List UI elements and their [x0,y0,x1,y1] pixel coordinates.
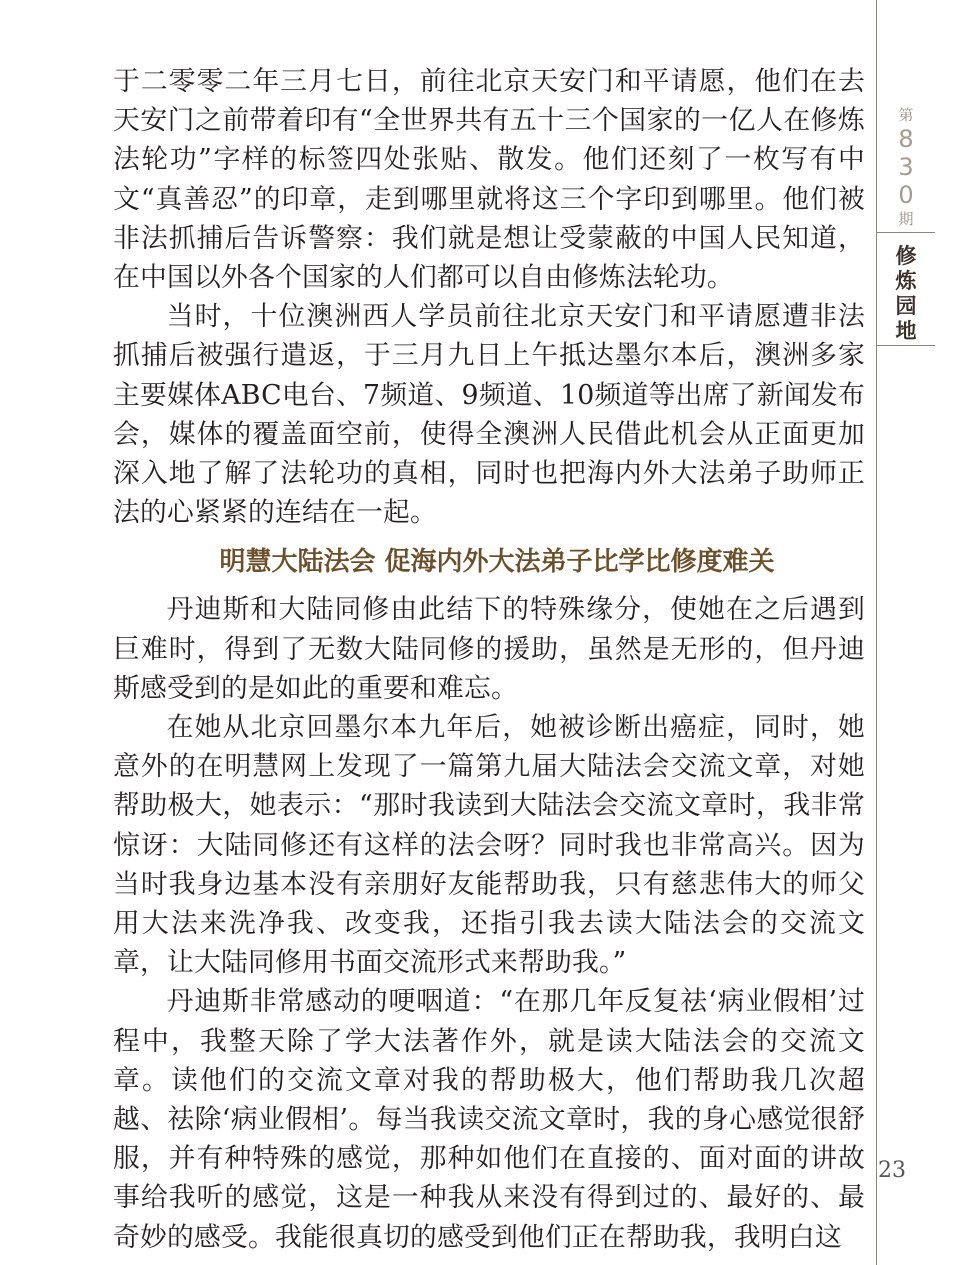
issue-prefix: 第 [898,106,914,124]
section-char: 修 [895,244,917,268]
section-char: 地 [895,319,917,343]
margin-rule-top [877,232,935,233]
issue-suffix: 期 [898,210,914,228]
paragraph-5: 丹迪斯非常感动的哽咽道：“在那几年反复祛‘病业假相’过程中，我整天除了学大法著作外，就是读大陆法会的交流文章。读他们的交流文章对我的帮助极大，他们帮助我几次超越、祛除‘病业假相’。每当我读交流文章时，我的身心感觉很舒服，并有种特殊的感觉，那种如他们在直接的、面对面的讲故事给我听的感觉，这是一种我从来没有得到过的、最好的、最奇妙的感受。我能很真切的感受到他们正在帮助我，我明白这 [113,986,865,1253]
page-number: 23 [878,1158,906,1183]
paragraph-2: 当时，十位澳洲西人学员前往北京天安门和平请愿遭非法抓捕后被强行遣返，于三月九日上午抵达墨尔本后，澳洲多家主要媒体ABC电台、7频道、9频道、10频道等出席了新闻发布会，媒体的覆盖面空前，使得全澳洲人民借此机会从正面更加深入地了解了法轮功的真相，同时也把海内外大法弟子助师正法的心紧紧的连结在一起。 [113,301,865,529]
issue-number [898,125,913,209]
issue-digit: 8 [898,125,914,153]
paragraph-4: 在她从北京回墨尔本九年后，她被诊断出癌症，同时，她意外的在明慧网上发现了一篇第九届大陆法会交流文章，对她帮助极大，她表示：“那时我读到大陆法会交流文章时，我非常惊讶：大陆同修还有这样的法会呀？同时我也非常高兴。因为当时我身边基本没有亲朋好友能帮助我，只有慈悲伟大的师父用大法来洗净我、改变我，还指引我去读大陆法会的交流文章，让大陆同修用书面交流形式来帮助我。” [113,712,865,979]
paragraph-1: 于二零零二年三月七日，前往北京天安门和平请愿，他们在去天安门之前带着印有“全世界共有五十三个国家的一亿人在修炼法轮功”字样的标签四处张贴、散发。他们还刻了一枚写有中文“真善忍”的印章，走到哪里就将这三个字印到哪里。他们被非法抓捕后告诉警察：我们就是想让受蒙蔽的中国人民知道，在中国以外各个国家的人们都可以自由修炼法轮功。 [113,66,865,294]
issue-digit: 0 [898,181,914,209]
section-heading: 明慧大陆法会 促海内外大法弟子比学比修度难关 [219,547,775,578]
section-label [877,244,935,344]
margin-rule-bottom [877,345,935,346]
article-body [113,62,865,1257]
issue-digit: 3 [898,153,914,181]
section-char: 炼 [895,269,917,293]
paragraph-3: 丹迪斯和大陆同修由此结下的特殊缘分，使她在之后遇到巨难时，得到了无数大陆同修的援助，虽然是无形的，但丹迪斯感受到的是如此的重要和难忘。 [113,594,865,704]
section-char: 园 [895,294,917,318]
issue-label [877,105,935,229]
